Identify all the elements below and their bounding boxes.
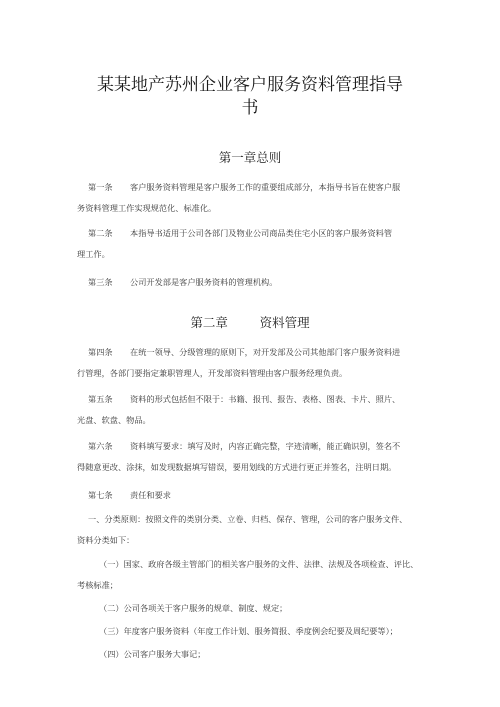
- article-text-cont: 行管理，各部门要指定兼职管理人，开发部资料管理由客户服务经理负责。: [77, 368, 348, 378]
- article-number: 第二条: [88, 228, 113, 238]
- classification-paragraph: [77, 509, 420, 551]
- chapter-1-heading: 第一章总则: [218, 150, 282, 165]
- article-text-cont: 得随意更改、涂抹，如发现数据填写错误，要用划线的方式进行更正并签名，注明日期。: [77, 462, 397, 472]
- article-1: [77, 177, 420, 219]
- list-item-line-1: （三）年度客户服务资料（年度工作计划、服务简报、季度例会纪要及周纪要等）；: [99, 626, 398, 636]
- article-number: 第五条: [88, 394, 113, 404]
- article-number: 第三条: [88, 277, 113, 287]
- article-2: [77, 223, 420, 265]
- article-4: [77, 342, 420, 384]
- list-item-line-2: 考核标准；: [77, 580, 118, 590]
- list-item-line-1: （二）公司各项关于客户服务的规章、制度、规定；: [99, 603, 288, 613]
- article-5: [77, 389, 420, 431]
- article-7: [88, 485, 420, 506]
- article-number: 第一条: [88, 182, 113, 192]
- article-6: [77, 436, 420, 478]
- article-text-cont: 理工作。: [77, 249, 110, 259]
- chapter-2-heading: 第二章 资料管理: [190, 315, 310, 330]
- classification-line-1: 一、分类原则：按照文件的类别分类、立卷、归档、保存、管理，公司的客户服务文件、: [88, 514, 408, 524]
- document-title: [80, 74, 420, 120]
- title-line-1: 某某地产苏州企业客户服务资料管理指导: [97, 75, 403, 95]
- article-text: 客户服务资料管理是客户服务工作的重要组成部分，本指导书旨在使客户服: [130, 182, 401, 192]
- article-number: 第四条: [88, 347, 113, 357]
- list-item-line-1: （一）国家、政府各级主管部门的相关客户服务的文件、法律、法规及各项检查、评比、: [99, 559, 419, 569]
- article-text: 本指导书适用于公司各部门及物业公司商品类住宅小区的客户服务资料管: [130, 228, 393, 238]
- article-number: 第七条: [88, 490, 113, 500]
- article-text: 责任和要求: [130, 490, 171, 500]
- list-item: [99, 621, 429, 642]
- article-text-cont: 光盘、软盘、物品。: [77, 415, 151, 425]
- article-text: 资料的形式包括但不限于：书籍、报刊、报告、表格、图表、卡片、照片、: [130, 394, 401, 404]
- list-item: [77, 554, 429, 596]
- list-item: [99, 598, 429, 619]
- classification-line-2: 资料分类如下：: [77, 535, 135, 545]
- article-text: 资料填写要求：填写及时，内容正确完整，字迹清晰，能正确识别，签名不: [130, 441, 401, 451]
- list-item-line-1: （四）公司客户服务大事记；: [99, 649, 206, 659]
- article-text: 公司开发部是客户服务资料的管理机构。: [130, 277, 278, 287]
- article-number: 第六条: [88, 441, 113, 451]
- article-text-cont: 务资料管理工作实现规范化、标准化。: [77, 203, 217, 213]
- article-text: 在统一领导、分级管理的原则下，对开发部及公司其他部门客户服务资料进: [130, 347, 401, 357]
- title-line-2: 书: [241, 98, 259, 118]
- list-item: [99, 644, 429, 665]
- article-3: [88, 272, 420, 293]
